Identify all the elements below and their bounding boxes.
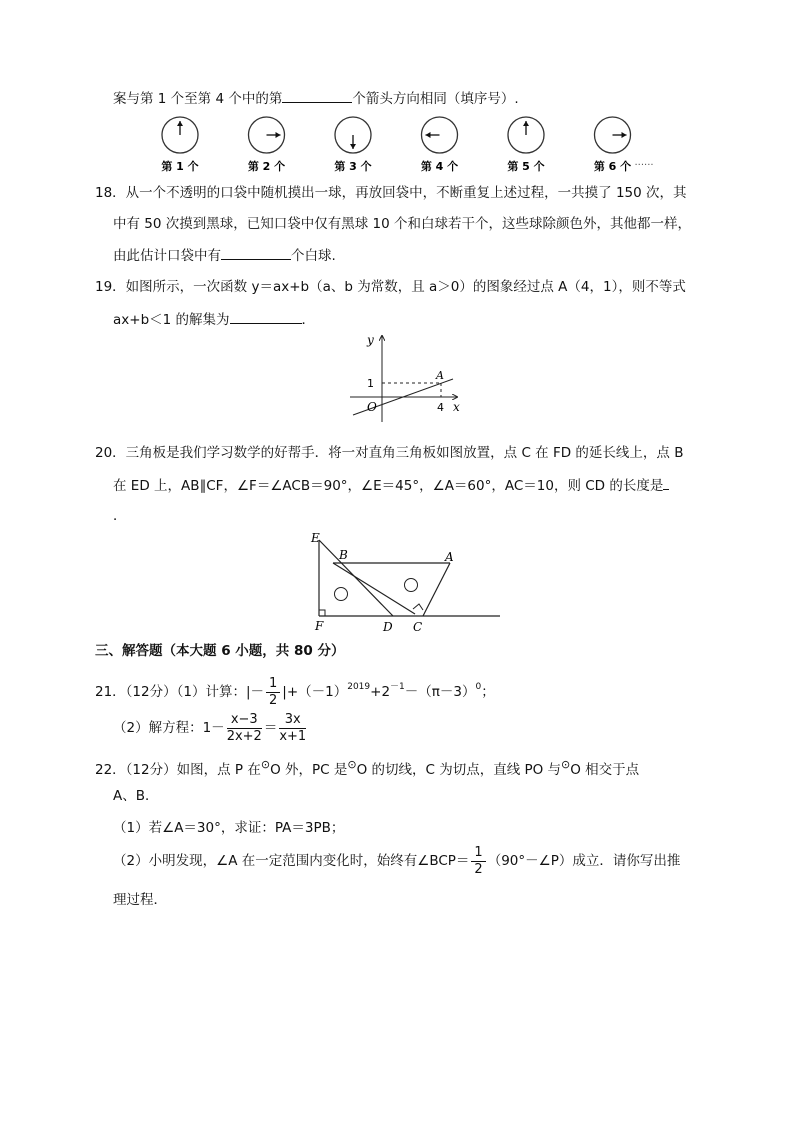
clock-label: 第 2 个 <box>247 160 286 173</box>
label-a: A <box>445 550 454 564</box>
q18-text-b: 个白球. <box>291 248 336 264</box>
q18-line3 <box>113 245 336 266</box>
q21-p2-eq: ＝ <box>263 720 278 736</box>
clock-item <box>248 117 285 173</box>
clock-label: 第 3 个 <box>334 160 372 173</box>
q21-p2-prefix: （2）解方程：1－ <box>113 720 225 736</box>
q22-line4 <box>113 843 680 879</box>
q22-line5: 理过程． <box>113 892 167 908</box>
q21-p2-num2: 3x <box>279 712 306 729</box>
arrow-head-icon <box>523 121 529 126</box>
q21-p2-den1: 2x+2 <box>226 728 262 744</box>
q17-answer-blank[interactable] <box>282 88 352 103</box>
q21-part1 <box>95 670 495 708</box>
label-d: D <box>383 620 393 634</box>
arrow-head-icon <box>276 132 281 138</box>
circle-dot-icon: ⊙ <box>561 758 571 771</box>
q18-line2: 中有 50 次摸到黑球，已知口袋中仅有黑球 10 个和白球若干个，这些球除颜色外，其他都一样， <box>113 216 692 232</box>
q22-line1 <box>95 755 639 780</box>
q22-line2: A、B． <box>113 788 159 804</box>
hole-left <box>335 588 348 601</box>
arrow-head-icon <box>426 132 431 138</box>
q22-l1-a: 22．（12分）如图，点 P 在 <box>95 762 261 778</box>
q21-p1-prefix: 21．（12分）（1）计算：|－ <box>95 684 264 700</box>
q19-point-label: A <box>436 369 444 382</box>
q22-line3: （1）若∠A＝30°，求证：PA＝3PB； <box>113 820 345 836</box>
q22-l1-c: O 的切线，C 为切点，直线 PO 与 <box>356 762 562 778</box>
q19-line2 <box>113 309 315 330</box>
q22-half-fraction <box>471 845 485 878</box>
right-angle-mark <box>413 604 423 610</box>
q21-p1-mid: |+（－1） <box>282 684 348 700</box>
clock-item <box>161 117 198 173</box>
q21-p1-exp2: －1 <box>390 682 405 692</box>
q21-frac-left <box>227 712 262 745</box>
q22-l4-den: 2 <box>474 861 483 877</box>
q21-p1-exp1: 2019 <box>347 682 371 692</box>
q21-p2-den2: x+1 <box>279 728 307 744</box>
q21-part2 <box>113 710 308 746</box>
clock-item <box>594 117 631 173</box>
arrow-head-icon <box>622 132 627 138</box>
q19-answer-blank[interactable] <box>230 309 302 324</box>
clock-label: 第 4 个 <box>420 160 459 173</box>
q18-text-a: 由此估计口袋中有 <box>113 248 221 264</box>
q20-text: 在 ED 上，AB∥CF，∠F＝∠ACB＝90°，∠E＝45°，∠A＝60°，AC＝10，则 CD 的长度是 <box>113 478 664 494</box>
q22-l1-b: O 外，PC 是 <box>270 762 348 778</box>
q19-y-label: y <box>367 333 374 347</box>
q19-x-label: x <box>453 400 460 414</box>
q19-x-tick: 4 <box>437 401 444 414</box>
hole-right <box>405 579 418 592</box>
q20-figure <box>305 530 505 635</box>
q18-line1: 18．从一个不透明的口袋中随机摸出一球，再放回袋中，不断重复上述过程，一共摸了 150 次，其 <box>95 185 687 201</box>
ac-line <box>423 563 450 616</box>
clock-figures <box>152 113 672 175</box>
continuation-dots: ...... <box>634 157 654 168</box>
q19-text-a: ax+b＜1 的解集为 <box>113 312 230 328</box>
q20-answer-blank[interactable] <box>663 475 669 490</box>
q21-p1-end: ； <box>481 684 495 700</box>
q19-graph <box>345 330 470 425</box>
right-angle-mark-f <box>319 610 325 616</box>
clock-item <box>421 117 458 173</box>
q20-line2 <box>113 475 669 496</box>
q22-l4-num: 1 <box>471 845 485 862</box>
arrow-head-icon <box>177 121 183 126</box>
clock-item <box>334 117 371 173</box>
q17-text-a: 案与第 1 个至第 4 个中的第 <box>113 91 283 107</box>
circle-dot-icon: ⊙ <box>260 758 271 771</box>
q17-line <box>113 88 519 109</box>
q19-y-tick: 1 <box>367 377 374 390</box>
q18-answer-blank[interactable] <box>221 245 291 260</box>
q21-p1-mid2: +2 <box>370 684 391 700</box>
circle-dot-icon: ⊙ <box>347 758 357 771</box>
q21-half-fraction <box>266 676 280 709</box>
section3-title: 三、解答题（本大题 6 小题，共 80 分） <box>95 643 345 659</box>
q20-line1: 20．三角板是我们学习数学的好帮手．将一对直角三角板如图放置，点 C 在 FD 的延长线上，点 B <box>95 445 684 461</box>
q19-origin-label: O <box>367 400 377 414</box>
clock-label: 第 5 个 <box>507 160 545 173</box>
q21-p2-num1: x−3 <box>227 712 262 729</box>
q21-p1-den: 2 <box>269 692 278 708</box>
q17-text-b: 个箭头方向相同（填序号）. <box>352 91 519 107</box>
clock-label: 第 6 个 <box>593 160 632 173</box>
q21-frac-right <box>279 712 306 745</box>
q22-l1-d: O 相交于点 <box>570 762 640 778</box>
clock-item <box>507 117 544 173</box>
label-f: F <box>315 619 324 633</box>
q22-l4-a: （2）小明发现，∠A 在一定范围内变化时，始终有∠BCP＝ <box>113 853 470 869</box>
label-c: C <box>413 620 423 634</box>
q21-p1-num: 1 <box>266 676 280 693</box>
q19-line1: 19．如图所示，一次函数 y＝ax+b（a、b 为常数，且 a＞0）的图象经过点 A（4，1），则不等式 <box>95 279 686 295</box>
q21-p1-exp3: 0 <box>475 682 482 692</box>
clock-label: 第 1 个 <box>161 160 199 173</box>
q20-line3: ． <box>113 508 127 524</box>
q19-text-b: ． <box>301 312 316 328</box>
q22-l4-b: （90°－∠P）成立．请你写出推 <box>487 853 681 869</box>
arrow-head-icon <box>350 144 356 149</box>
label-e: E <box>311 531 320 545</box>
q21-p1-mid3: －（π－3） <box>404 684 476 700</box>
label-b: B <box>339 548 348 562</box>
